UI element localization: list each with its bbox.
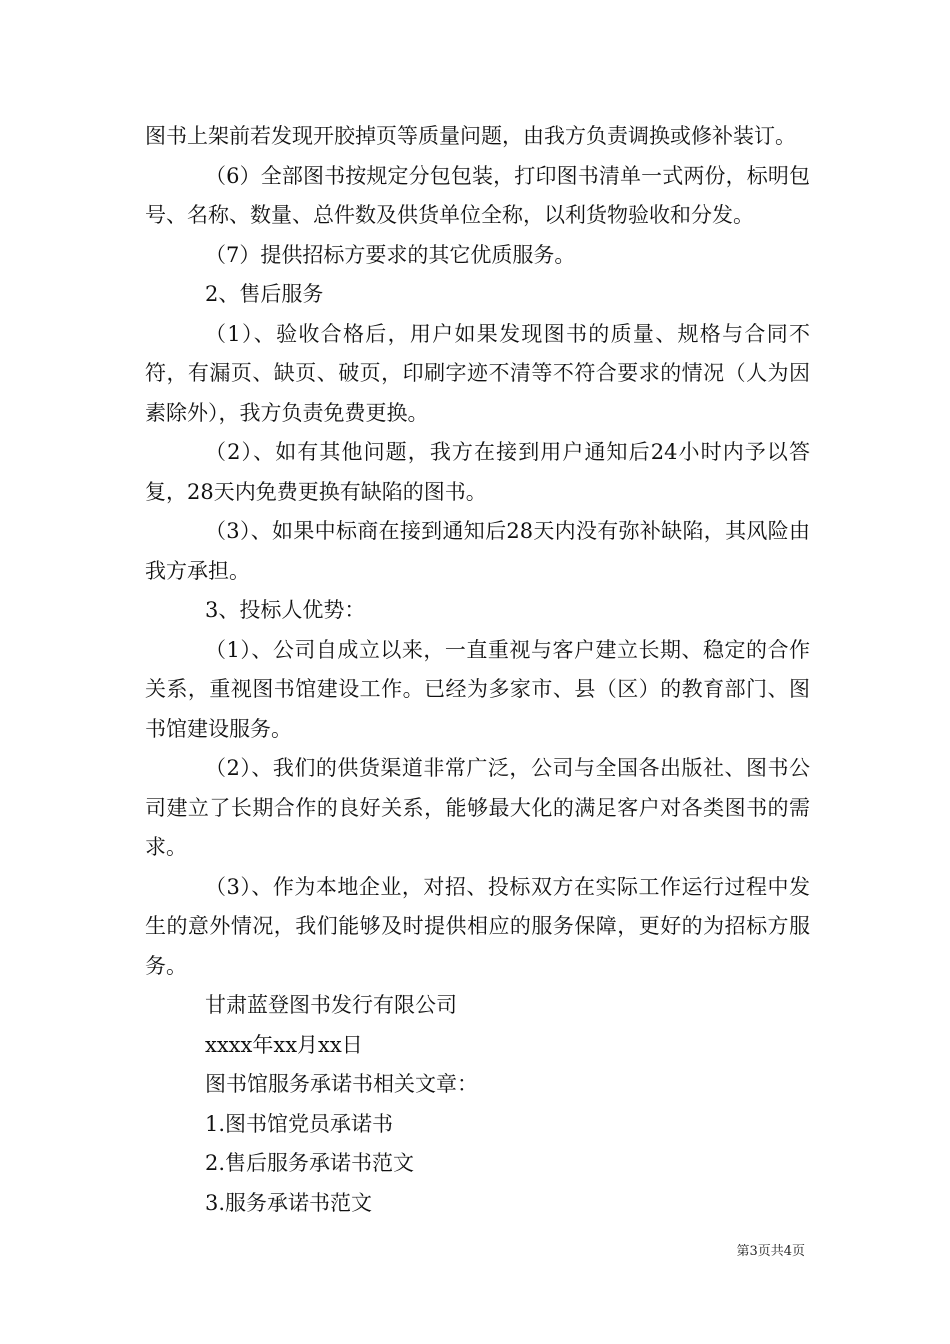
paragraph: （1）、验收合格后，用户如果发现图书的质量、规格与合同不符，有漏页、缺页、破页，印刷字迹不清等不符合要求的情况（人为因素除外），我方负责免费更换。 bbox=[145, 321, 810, 425]
section-heading: 2、售后服务 bbox=[205, 282, 324, 306]
related-article-link[interactable]: 2.售后服务承诺书范文 bbox=[205, 1151, 415, 1175]
related-article-link[interactable]: 1.图书馆党员承诺书 bbox=[205, 1111, 394, 1136]
paragraph: （3）、如果中标商在接到通知后28天内没有弥补缺陷，其风险由我方承担。 bbox=[145, 519, 810, 583]
paragraph: （2）、我们的供货渠道非常广泛，公司与全国各出版社、图书公司建立了长期合作的良好关系，能够最大化的满足客户对各类图书的需求。 bbox=[145, 756, 810, 859]
paragraph: （2）、如有其他问题，我方在接到用户通知后24小时内予以答复，28天内免费更换有缺陷的图书。 bbox=[145, 440, 810, 504]
page-number-footer: 第3页共4页 bbox=[736, 1244, 805, 1259]
document-body bbox=[145, 117, 810, 1223]
paragraph: （3）、作为本地企业，对招、投标双方在实际工作运行过程中发生的意外情况，我们能够及时提供相应的服务保障，更好的为招标方服务。 bbox=[145, 874, 810, 978]
paragraph: （7）提供招标方要求的其它优质服务。 bbox=[205, 242, 576, 267]
related-article-link[interactable]: 3.服务承诺书范文 bbox=[205, 1190, 373, 1215]
company-signature: 甘肃蓝登图书发行有限公司 bbox=[205, 993, 457, 1017]
paragraph: （1）、公司自成立以来，一直重视与客户建立长期、稳定的合作关系，重视图书馆建设工作。已经为多家市、县（区）的教育部门、图书馆建设服务。 bbox=[145, 637, 810, 741]
paragraph: （6）全部图书按规定分包包装，打印图书清单一式两份，标明包号、名称、数量、总件数及供货单位全称，以利货物验收和分发。 bbox=[145, 163, 810, 227]
signature-date: xxxx年xx月xx日 bbox=[205, 1032, 363, 1057]
section-heading: 3、投标人优势： bbox=[205, 598, 366, 622]
related-articles-heading: 图书馆服务承诺书相关文章： bbox=[205, 1072, 478, 1096]
paragraph: 图书上架前若发现开胶掉页等质量问题，由我方负责调换或修补装订。 bbox=[145, 124, 796, 148]
